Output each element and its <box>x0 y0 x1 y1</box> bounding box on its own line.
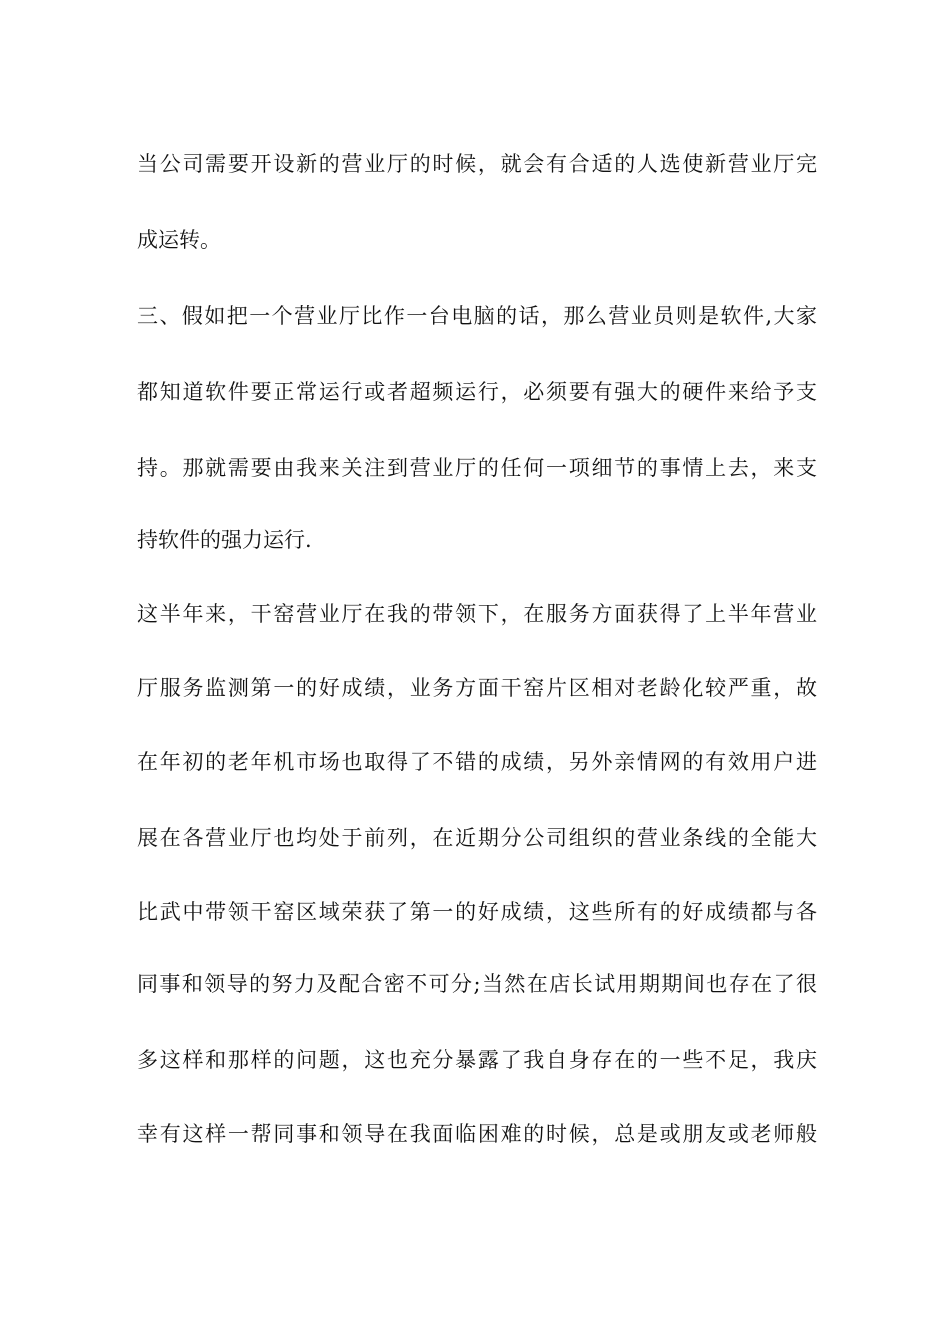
text-line: 多这样和那样的问题，这也充分暴露了我自身存在的一些不足，我庆 <box>137 1048 817 1072</box>
text-line: 持软件的强力运行. <box>137 528 312 552</box>
text-line: 同事和领导的努力及配合密不可分;当然在店长试用期期间也存在了很 <box>137 972 817 996</box>
text-line: 比武中带领干窑区域荣获了第一的好成绩，这些所有的好成绩都与各 <box>137 900 817 924</box>
text-line: 厅服务监测第一的好成绩，业务方面干窑片区相对老龄化较严重，故 <box>137 676 817 700</box>
text-line: 持。那就需要由我来关注到营业厅的任何一项细节的事情上去，来支 <box>137 456 817 480</box>
text-line: 在年初的老年机市场也取得了不错的成绩，另外亲情网的有效用户进 <box>137 750 817 774</box>
text-line: 成运转。 <box>137 228 221 252</box>
text-line: 这半年来，干窑营业厅在我的带领下，在服务方面获得了上半年营业 <box>137 602 817 626</box>
text-line: 三、假如把一个营业厅比作一台电脑的话，那么营业员则是软件,大家 <box>137 304 817 328</box>
text-line: 幸有这样一帮同事和领导在我面临困难的时候，总是或朋友或老师般 <box>137 1122 817 1146</box>
text-line: 展在各营业厅也均处于前列，在近期分公司组织的营业条线的全能大 <box>137 826 817 850</box>
text-line: 都知道软件要正常运行或者超频运行，必须要有强大的硬件来给予支 <box>137 380 817 404</box>
text-line: 当公司需要开设新的营业厅的时候，就会有合适的人选使新营业厅完 <box>137 152 817 176</box>
